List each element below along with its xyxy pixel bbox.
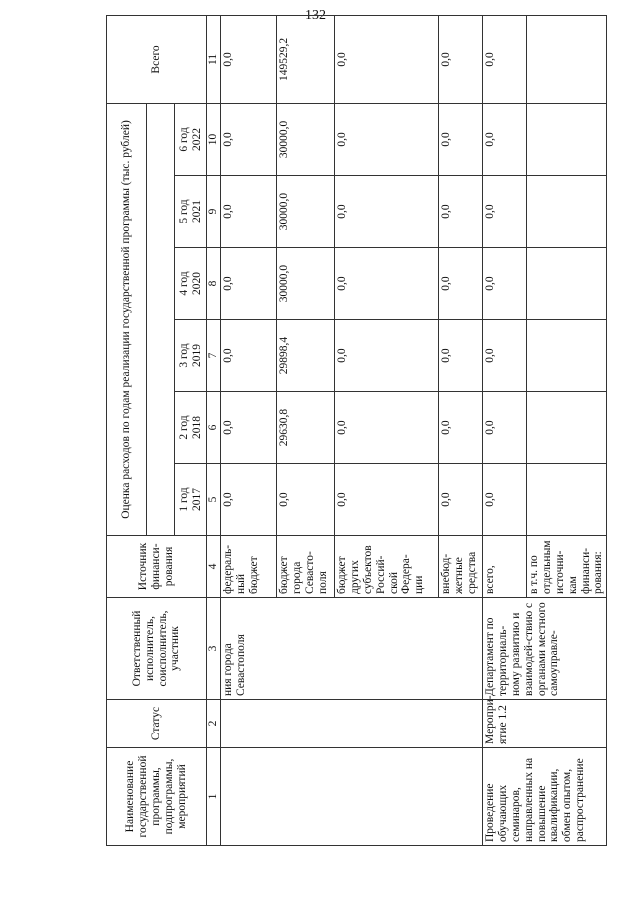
col-number: 5 <box>207 464 221 536</box>
header-year-5 <box>175 176 207 248</box>
value-cell: 0,0 <box>439 464 483 536</box>
value-cell: 0,0 <box>221 392 277 464</box>
col-number: 10 <box>207 103 221 175</box>
col-number: 7 <box>207 320 221 392</box>
source-cell: бюджет других субъектов Россий-ской Федера-ции <box>335 536 439 598</box>
block2-executor-cell: Департамент по территориаль-ному развитию и взаимодей-ствию с органами местного самоуправле- <box>483 598 607 700</box>
value-cell <box>527 176 607 248</box>
value-cell: 0,0 <box>221 176 277 248</box>
source-cell: федераль-ный бюджет <box>221 536 277 598</box>
year-label: 4 год <box>177 271 190 296</box>
block1-status-cell <box>221 700 483 748</box>
col-number: 3 <box>207 598 221 700</box>
value-cell: 0,0 <box>221 103 277 175</box>
page-number: 132 <box>305 8 326 23</box>
value-cell: 0,0 <box>483 103 527 175</box>
value-cell: 0,0 <box>221 464 277 536</box>
header-year-2 <box>175 392 207 464</box>
header-year-3 <box>175 320 207 392</box>
year-label: 1 год <box>177 487 190 512</box>
source-cell: внебюд-жетные средства <box>439 536 483 598</box>
value-cell: 30000,0 <box>277 103 335 175</box>
header-estimate-spacer <box>147 103 175 535</box>
col-number: 4 <box>207 536 221 598</box>
header-year-4 <box>175 248 207 320</box>
col-number: 9 <box>207 176 221 248</box>
value-cell: 0,0 <box>483 248 527 320</box>
value-cell: 0,0 <box>439 103 483 175</box>
table-row <box>483 15 527 845</box>
value-cell: 0,0 <box>483 392 527 464</box>
total-cell: 0,0 <box>439 15 483 103</box>
header-year-6 <box>175 103 207 175</box>
value-cell: 30000,0 <box>277 176 335 248</box>
column-number-row <box>207 15 221 845</box>
header-executor: Ответственный исполнитель, соисполнитель, участник <box>107 598 207 700</box>
year-value: 2017 <box>190 488 203 511</box>
block1-executor-cell: ния города Севастополя <box>221 598 483 700</box>
header-year-1 <box>175 464 207 536</box>
table-row <box>221 15 277 845</box>
col-number: 8 <box>207 248 221 320</box>
value-cell: 0,0 <box>439 392 483 464</box>
year-value: 2018 <box>190 416 203 439</box>
block1-name-cell <box>221 748 483 846</box>
header-total: Всего <box>107 15 207 103</box>
source-cell: в т.ч. по отдельным источни-кам финанси-рования: <box>527 536 607 598</box>
value-cell: 0,0 <box>483 320 527 392</box>
value-cell: 0,0 <box>335 103 439 175</box>
value-cell: 0,0 <box>439 176 483 248</box>
value-cell: 0,0 <box>335 320 439 392</box>
col-number: 1 <box>207 748 221 846</box>
header-estimate: Оценка расходов по годам реализации государственной программы (тыс. рублей) <box>107 103 147 535</box>
header-status: Статус <box>107 700 207 748</box>
header-source: Источник финанси-рования <box>107 536 207 598</box>
col-number: 11 <box>207 15 221 103</box>
year-label: 5 год <box>177 199 190 224</box>
value-cell <box>527 103 607 175</box>
total-cell: 0,0 <box>483 15 527 103</box>
value-cell: 29630,8 <box>277 392 335 464</box>
total-cell: 0,0 <box>221 15 277 103</box>
value-cell: 0,0 <box>483 464 527 536</box>
budget-table <box>106 15 607 846</box>
source-cell: бюджет города Севасто-поля <box>277 536 335 598</box>
year-value: 2020 <box>190 272 203 295</box>
value-cell: 0,0 <box>439 248 483 320</box>
value-cell: 0,0 <box>221 248 277 320</box>
year-value: 2022 <box>190 127 203 151</box>
col-number: 2 <box>207 700 221 748</box>
value-cell: 30000,0 <box>277 248 335 320</box>
value-cell: 0,0 <box>335 248 439 320</box>
block2-name-cell: Проведение обучающих семинаров, направленных на повышение квалификации, обмен опытом, распространение <box>483 748 607 846</box>
source-cell: всего, <box>483 536 527 598</box>
year-value: 2019 <box>190 344 203 367</box>
col-number: 6 <box>207 392 221 464</box>
total-cell: 0,0 <box>335 15 439 103</box>
value-cell <box>527 248 607 320</box>
total-cell: 149529,2 <box>277 15 335 103</box>
year-label: 3 год <box>177 343 190 368</box>
block2-status-cell: Меропри-ятие 1.2 <box>483 700 607 748</box>
year-label: 6 год <box>177 127 190 152</box>
value-cell: 0,0 <box>483 176 527 248</box>
header-name: Наименование государственной программы, подпрограммы, мероприятий <box>107 748 207 846</box>
value-cell <box>527 320 607 392</box>
value-cell <box>527 464 607 536</box>
value-cell: 0,0 <box>335 176 439 248</box>
value-cell: 0,0 <box>277 464 335 536</box>
total-cell <box>527 15 607 103</box>
value-cell: 29898,4 <box>277 320 335 392</box>
value-cell: 0,0 <box>335 464 439 536</box>
value-cell: 0,0 <box>335 392 439 464</box>
year-value: 2021 <box>190 200 203 223</box>
value-cell: 0,0 <box>439 320 483 392</box>
year-label: 2 год <box>177 415 190 440</box>
value-cell: 0,0 <box>221 320 277 392</box>
value-cell <box>527 392 607 464</box>
rotated-table-wrapper <box>106 36 605 846</box>
